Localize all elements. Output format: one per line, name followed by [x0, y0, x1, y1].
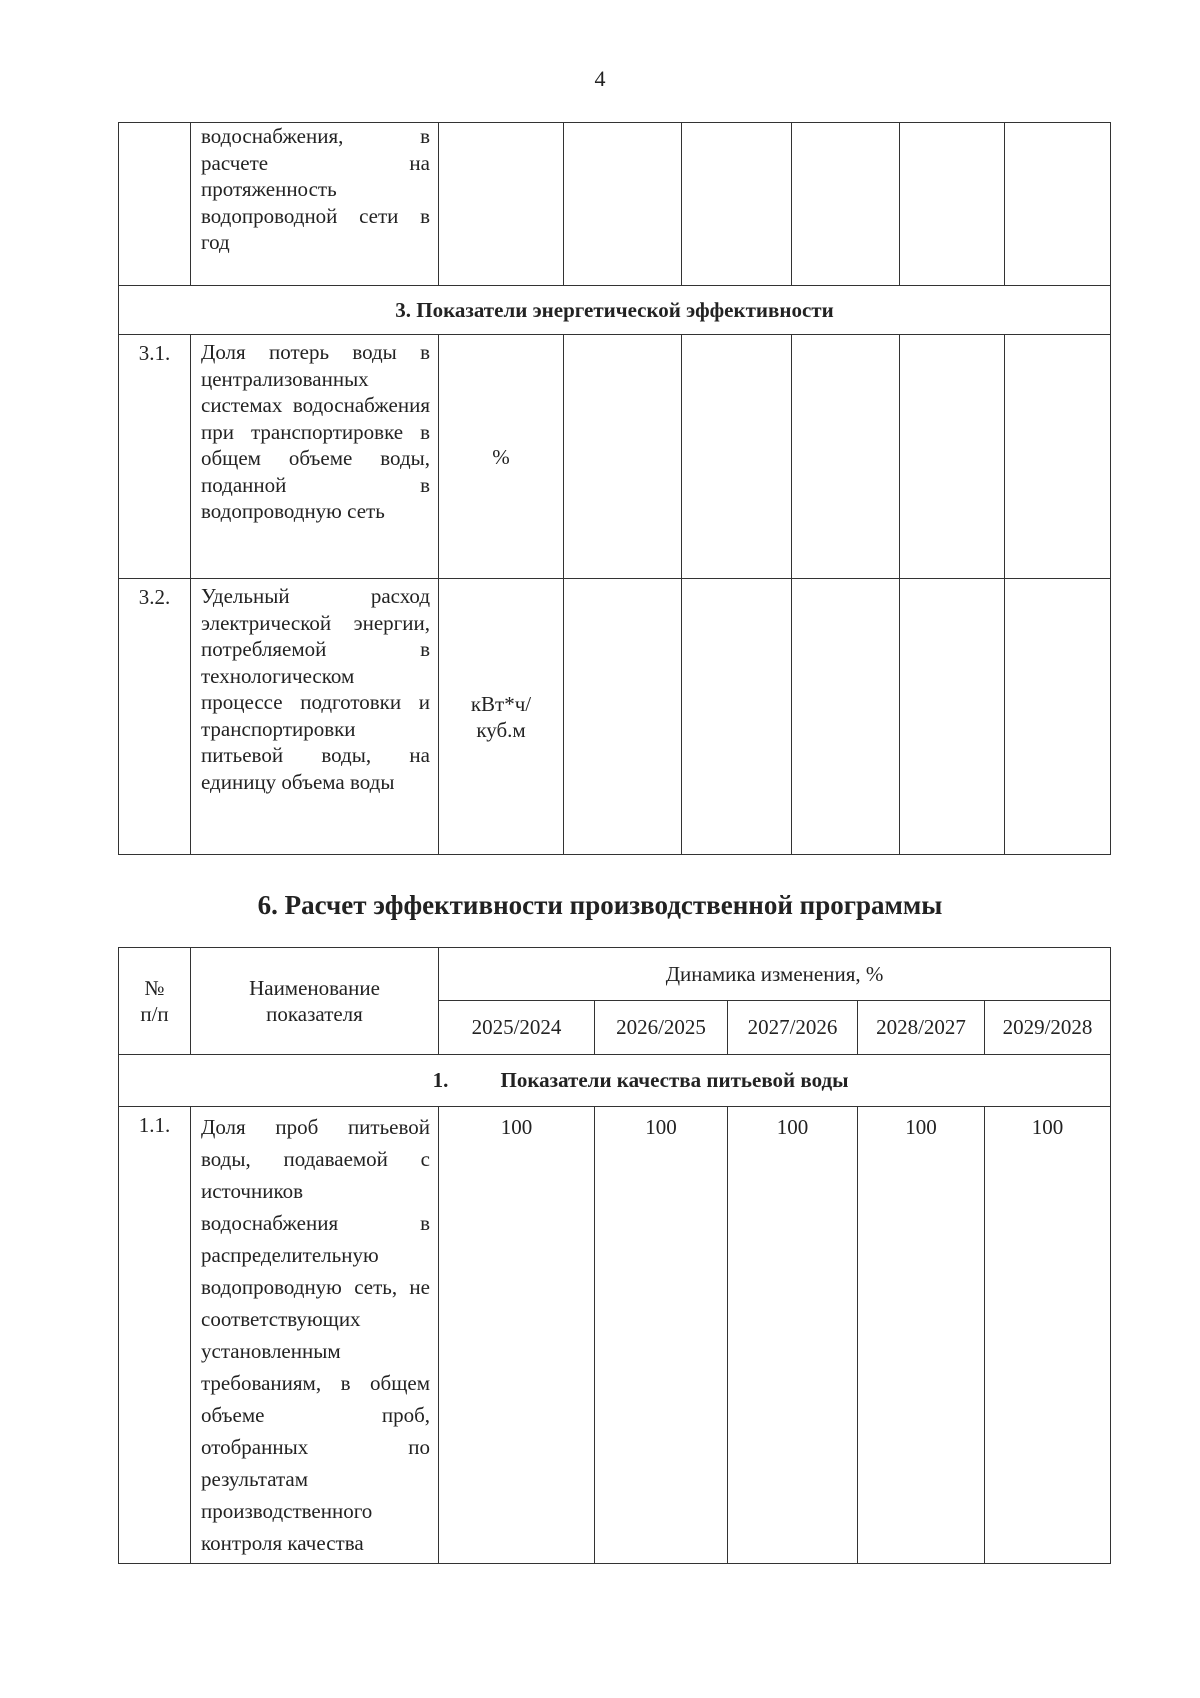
column-header-number: [119, 948, 191, 1055]
efficiency-calculation-table: [118, 947, 1111, 1564]
table-row: [119, 1107, 1111, 1564]
header-line: Наименование: [249, 976, 380, 1000]
header-row: [119, 948, 1111, 1001]
header-line: показателя: [266, 1002, 363, 1026]
value-cell: [1005, 335, 1111, 579]
row-number: [119, 123, 191, 286]
value-cell: [682, 335, 792, 579]
row-number: 3.1.: [119, 335, 191, 579]
column-header-dynamics: Динамика изменения, %: [439, 948, 1111, 1001]
value-cell: 100: [439, 1107, 595, 1564]
value-cell: [1005, 579, 1111, 855]
value-cell: [900, 335, 1005, 579]
column-header-year: 2026/2025: [595, 1001, 728, 1055]
section-number: 1.: [432, 1068, 449, 1092]
header-line: п/п: [140, 1002, 169, 1026]
row-number: 1.1.: [119, 1107, 191, 1564]
value-cell: [1005, 123, 1111, 286]
value-cell: 100: [985, 1107, 1111, 1564]
value-cell: 100: [595, 1107, 728, 1564]
column-header-name: [191, 948, 439, 1055]
value-cell: [900, 579, 1005, 855]
value-cell: [564, 335, 682, 579]
value-cell: 100: [858, 1107, 985, 1564]
value-cell: [792, 335, 900, 579]
value-cell: [682, 123, 792, 286]
section-title: [119, 1055, 1111, 1107]
unit-cell: [439, 579, 564, 855]
unit-line: куб.м: [476, 717, 526, 742]
value-cell: [564, 123, 682, 286]
row-number: 3.2.: [119, 579, 191, 855]
indicator-name: водоснабжения, в расчете на протяженность водопроводной сети в год: [191, 123, 439, 286]
column-header-year: 2027/2026: [728, 1001, 858, 1055]
table-row: [119, 335, 1111, 579]
continuation-row: [119, 123, 1111, 286]
unit-cell: %: [439, 335, 564, 579]
indicator-name: Доля потерь воды в централизованных системах водоснабжения при транспортировке в общем объеме воды, поданной в водопроводную сеть: [191, 335, 439, 579]
value-cell: [792, 123, 900, 286]
column-header-year: 2029/2028: [985, 1001, 1111, 1055]
section-title: 3. Показатели энергетической эффективности: [119, 286, 1111, 335]
section-row: [119, 1055, 1111, 1107]
table-row: [119, 579, 1111, 855]
page-number: 4: [594, 66, 606, 91]
section-row: [119, 286, 1111, 335]
value-cell: [682, 579, 792, 855]
column-header-year: 2025/2024: [439, 1001, 595, 1055]
indicator-name: Доля проб питьевой воды, подаваемой с источников водоснабжения в распределительную водопроводную сеть, не соответствующих установленным требованиям, в общем объеме проб, отобранных по результатам производственного контроля качества: [191, 1107, 439, 1564]
section-heading: 6. Расчет эффективности производственной программы: [257, 890, 943, 920]
value-cell: [900, 123, 1005, 286]
energy-efficiency-table: [118, 122, 1111, 855]
column-header-year: 2028/2027: [858, 1001, 985, 1055]
section-label: Показатели качества питьевой воды: [500, 1068, 849, 1092]
unit-cell: [439, 123, 564, 286]
indicator-name: Удельный расход электрической энергии, потребляемой в технологическом процессе подготовки и транспортировки питьевой воды, на единицу объема воды: [191, 579, 439, 855]
header-line: №: [144, 976, 165, 1000]
unit-line: кВт*ч/: [470, 691, 532, 716]
value-cell: [564, 579, 682, 855]
value-cell: 100: [728, 1107, 858, 1564]
value-cell: [792, 579, 900, 855]
